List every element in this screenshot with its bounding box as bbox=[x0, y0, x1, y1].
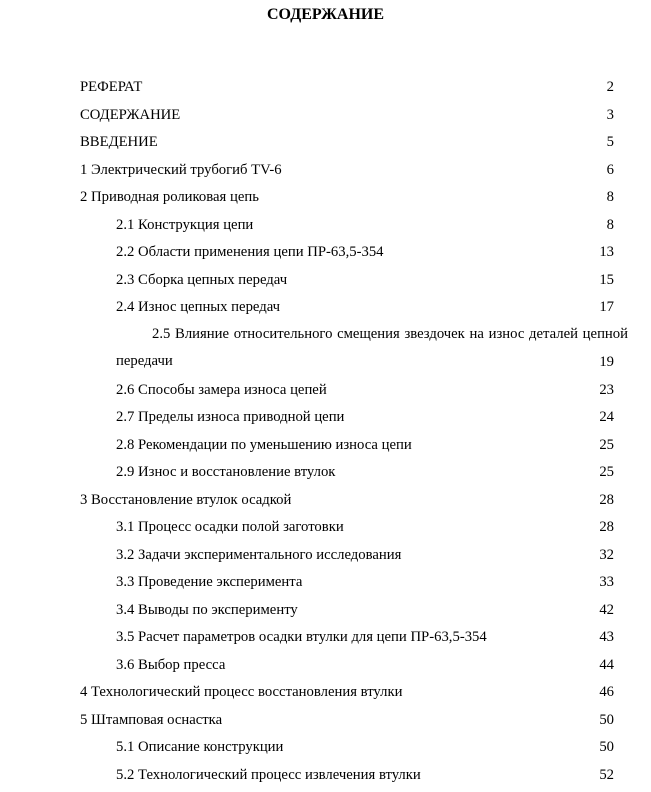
toc-entry-page: 42 bbox=[599, 600, 614, 620]
toc-entry[interactable] bbox=[80, 545, 614, 573]
toc-entry-page: 17 bbox=[599, 297, 614, 317]
toc-entry-title: 2.2 Области применения цепи ПР-63,5-354 bbox=[116, 242, 384, 262]
toc-entry-page: 28 bbox=[599, 517, 614, 537]
toc-entry-title: 5 Штамповая оснастка bbox=[80, 710, 222, 730]
toc-entry-page: 23 bbox=[599, 380, 614, 400]
toc-entry-page: 28 bbox=[599, 490, 614, 510]
toc-entry[interactable] bbox=[80, 105, 614, 133]
toc-entry-page: 33 bbox=[599, 572, 614, 592]
toc-entry[interactable] bbox=[80, 572, 614, 600]
toc-entry[interactable] bbox=[80, 435, 614, 463]
toc-entry-title: 3.5 Расчет параметров осадки втулки для цепи ПР-63,5-354 bbox=[116, 627, 487, 647]
toc-entry[interactable] bbox=[80, 215, 614, 243]
toc-entry[interactable] bbox=[80, 160, 614, 188]
toc-entry-page: 24 bbox=[599, 407, 614, 427]
toc-entry-page: 52 bbox=[599, 765, 614, 785]
toc-entry-title: 2 Приводная роликовая цепь bbox=[80, 187, 259, 207]
toc-entry-title: 2.8 Рекомендации по уменьшению износа цепи bbox=[116, 435, 412, 455]
toc-entry-page: 25 bbox=[599, 435, 614, 455]
toc-entry-page: 50 bbox=[599, 737, 614, 757]
toc-entry-page: 46 bbox=[599, 682, 614, 702]
toc-entry-page: 8 bbox=[607, 215, 614, 235]
toc-entry-title: 3.2 Задачи экспериментального исследования bbox=[116, 545, 401, 565]
toc-entry[interactable] bbox=[80, 710, 614, 738]
toc-entry-page: 43 bbox=[599, 627, 614, 647]
toc-entry-title: 3.4 Выводы по эксперименту bbox=[116, 600, 298, 620]
table-of-contents bbox=[80, 77, 614, 792]
toc-entry[interactable] bbox=[80, 462, 614, 490]
toc-entry[interactable] bbox=[80, 600, 614, 628]
toc-entry-page: 50 bbox=[599, 710, 614, 730]
toc-entry-title: 2.4 Износ цепных передач bbox=[116, 297, 280, 317]
toc-entry-title: 5.1 Описание конструкции bbox=[116, 737, 283, 757]
toc-entry-page: 32 bbox=[599, 545, 614, 565]
toc-entry-title: 2.6 Способы замера износа цепей bbox=[116, 380, 327, 400]
toc-entry[interactable] bbox=[80, 407, 614, 435]
toc-entry-title: 3.1 Процесс осадки полой заготовки bbox=[116, 517, 344, 537]
toc-entry-title: 3.3 Проведение эксперимента bbox=[116, 572, 302, 592]
toc-entry-page: 13 bbox=[599, 242, 614, 262]
toc-entry-page: 5 bbox=[607, 132, 614, 152]
toc-entry[interactable] bbox=[80, 627, 614, 655]
toc-entry-title: 2.7 Пределы износа приводной цепи bbox=[116, 407, 344, 427]
toc-entry[interactable] bbox=[80, 77, 614, 105]
toc-entry[interactable] bbox=[80, 380, 614, 408]
toc-entry-title: 2.1 Конструкция цепи bbox=[116, 215, 253, 235]
toc-entry[interactable] bbox=[80, 655, 614, 683]
toc-entry[interactable] bbox=[80, 325, 614, 380]
toc-entry[interactable] bbox=[80, 242, 614, 270]
toc-entry-title: 4 Технологический процесс восстановления втулки bbox=[80, 682, 402, 702]
toc-entry-title: ВВЕДЕНИЕ bbox=[80, 132, 158, 152]
toc-entry[interactable] bbox=[80, 132, 614, 160]
toc-entry-page: 3 bbox=[607, 105, 614, 125]
toc-entry[interactable] bbox=[80, 517, 614, 545]
toc-entry-title: 2.5 Влияние относительного смещения звездочек на износ деталей цепной передачи bbox=[116, 321, 628, 376]
toc-entry-title: 1 Электрический трубогиб TV-6 bbox=[80, 160, 282, 180]
toc-entry[interactable] bbox=[80, 490, 614, 518]
toc-entry[interactable] bbox=[80, 765, 614, 792]
toc-entry-title: 3.6 Выбор пресса bbox=[116, 655, 225, 675]
toc-entry-page: 2 bbox=[607, 77, 614, 97]
toc-entry-page: 44 bbox=[599, 655, 614, 675]
toc-entry-title: 5.2 Технологический процесс извлечения втулки bbox=[116, 765, 421, 785]
toc-entry-title: РЕФЕРАТ bbox=[80, 77, 142, 97]
toc-entry-page: 15 bbox=[599, 270, 614, 290]
toc-entry[interactable] bbox=[80, 737, 614, 765]
toc-entry-page: 25 bbox=[599, 462, 614, 482]
toc-entry-title: 3 Восстановление втулок осадкой bbox=[80, 490, 291, 510]
toc-entry-page: 6 bbox=[607, 160, 614, 180]
page-title: СОДЕРЖАНИЕ bbox=[0, 6, 651, 24]
toc-entry[interactable] bbox=[80, 682, 614, 710]
toc-entry[interactable] bbox=[80, 270, 614, 298]
toc-entry-title: СОДЕРЖАНИЕ bbox=[80, 105, 180, 125]
toc-entry-title: 2.3 Сборка цепных передач bbox=[116, 270, 287, 290]
toc-entry[interactable] bbox=[80, 187, 614, 215]
toc-entry-page: 19 bbox=[599, 352, 614, 372]
toc-entry-title: 2.9 Износ и восстановление втулок bbox=[116, 462, 335, 482]
toc-entry-page: 8 bbox=[607, 187, 614, 207]
